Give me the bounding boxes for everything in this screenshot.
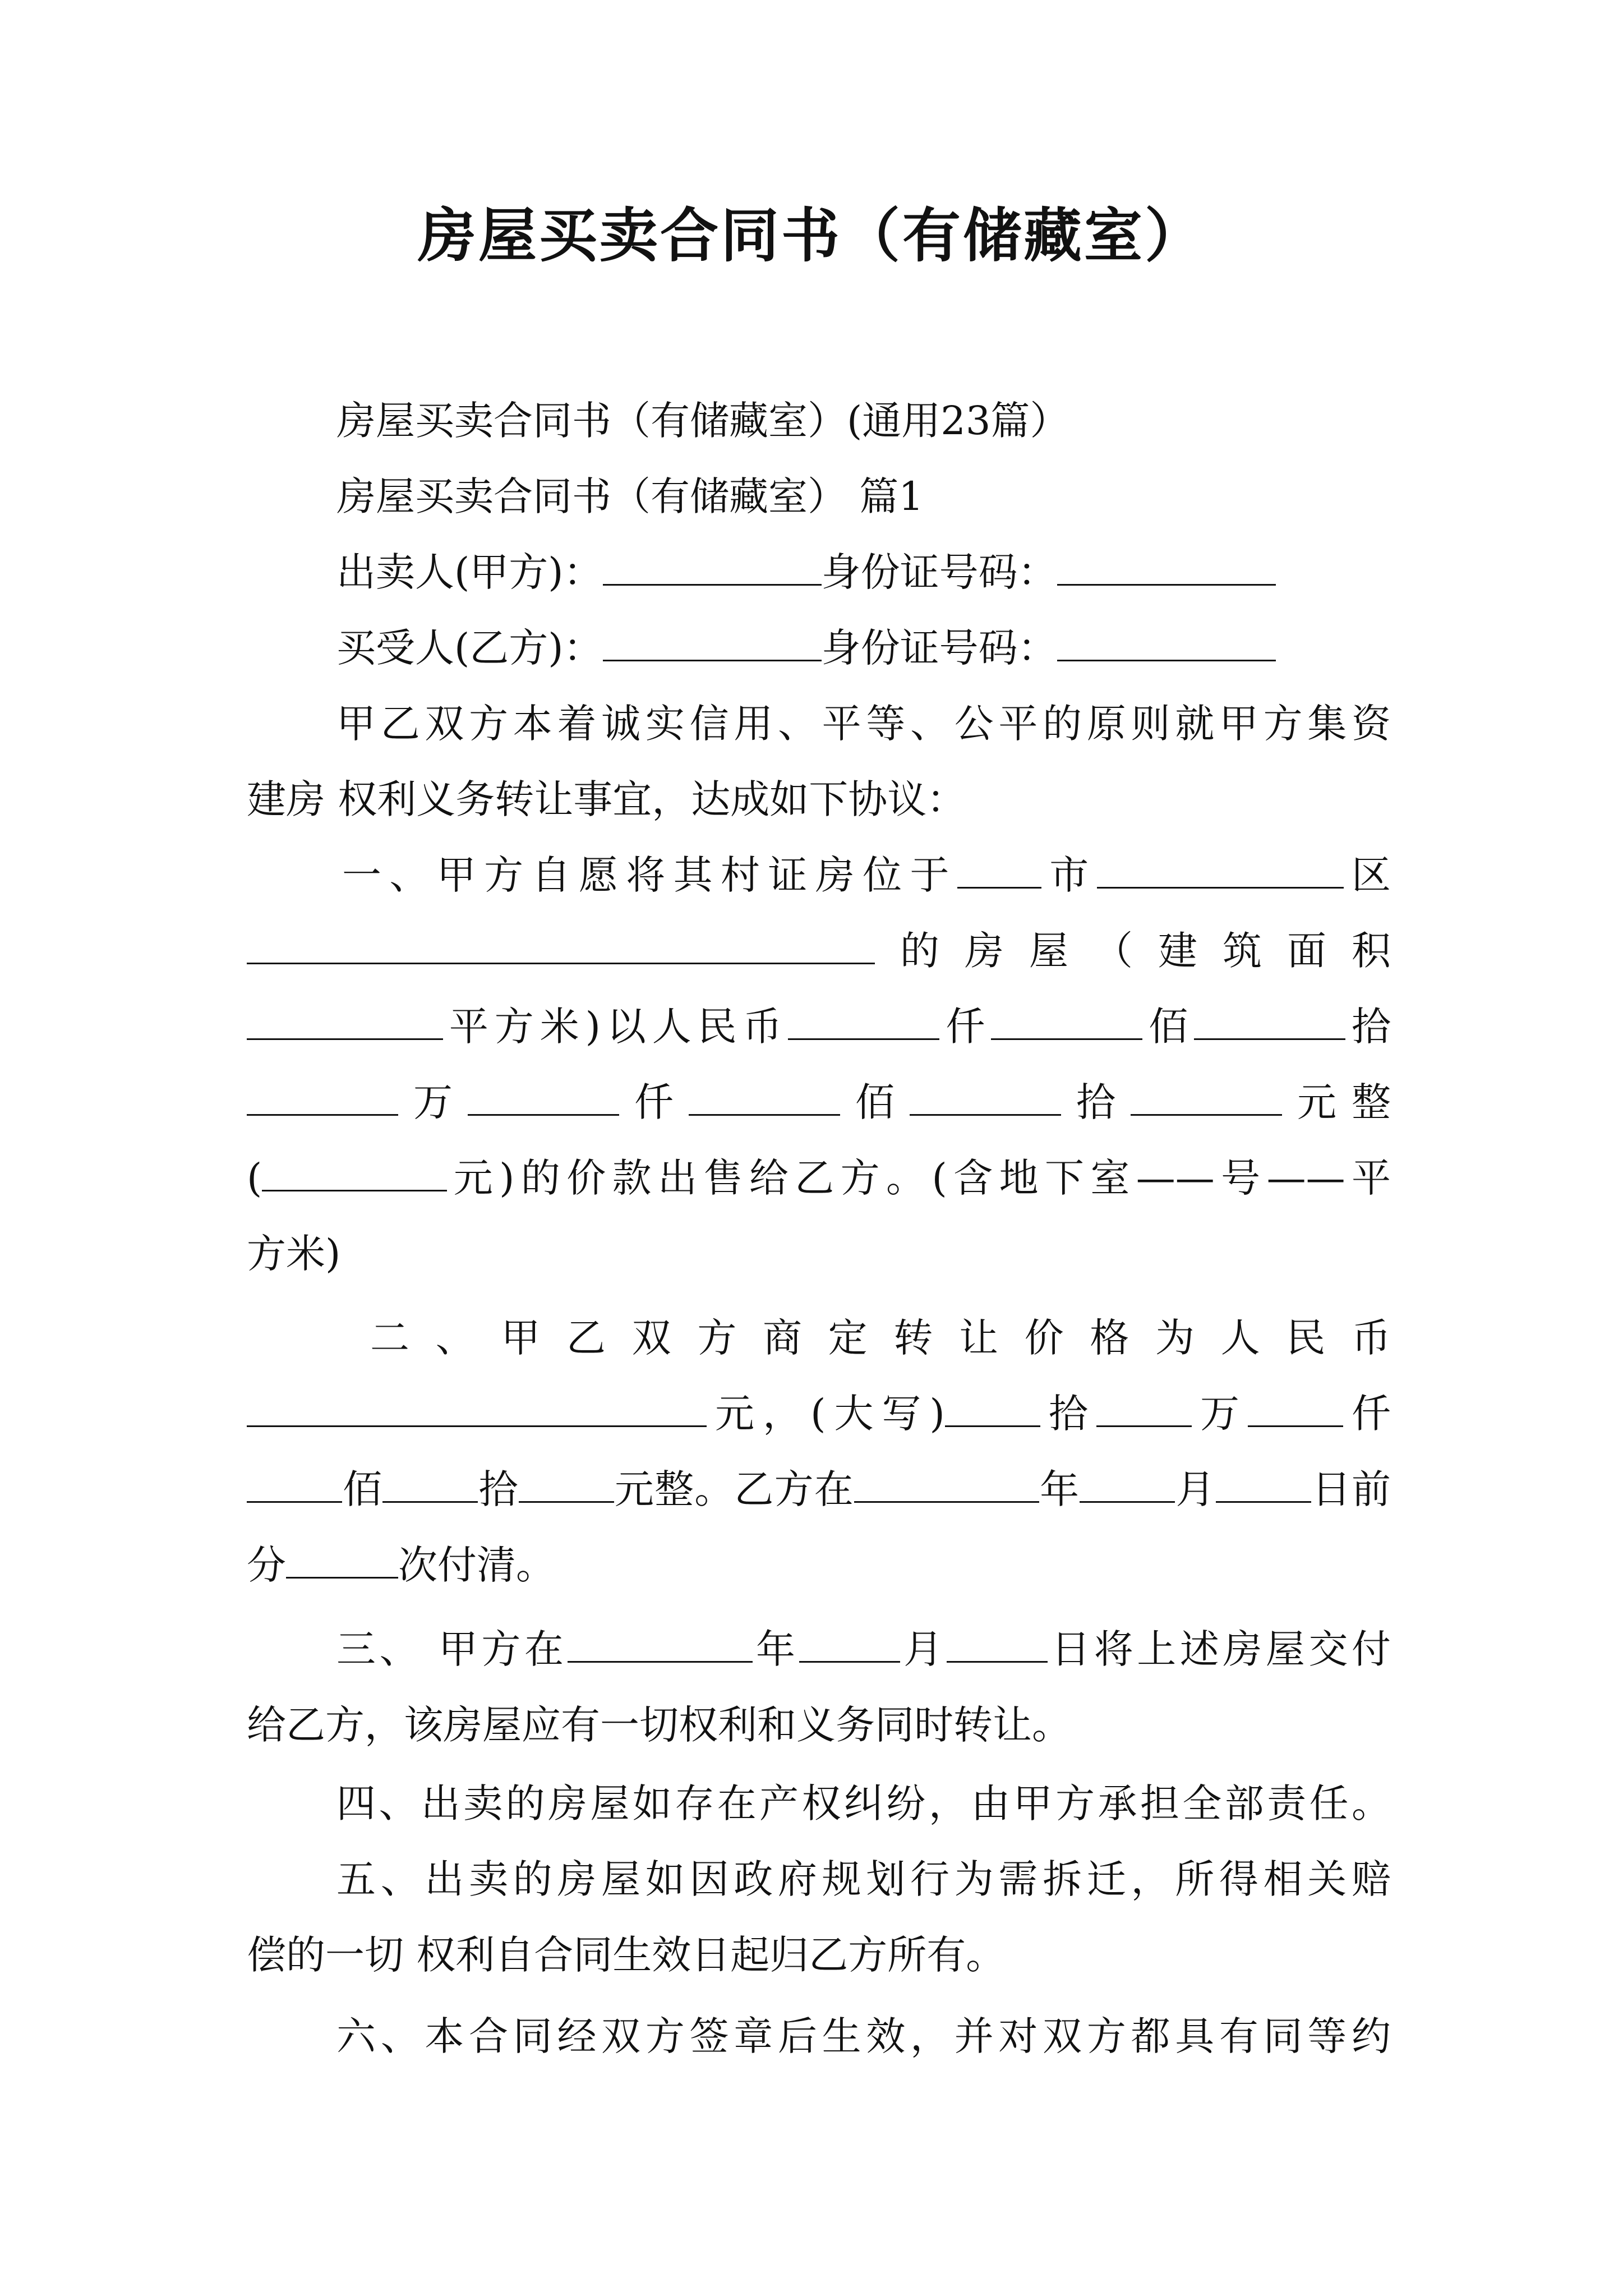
amount-blank xyxy=(468,1080,619,1116)
seller-id-blank xyxy=(1057,550,1276,586)
seller-id-label: 身份证号码： xyxy=(821,549,1057,595)
clause-5-line-1: 五、出卖的房屋如因政府规划行为需拆迁，所得相关赔 xyxy=(336,1856,1391,1902)
unit-bai: 佰 xyxy=(1142,1004,1195,1050)
delivery-text: 日将上述房屋交付 xyxy=(1047,1626,1391,1672)
document-title: 房屋买卖合同书（有储藏室） xyxy=(417,201,1205,270)
unit-qian: 仟 xyxy=(619,1079,689,1125)
unit-bai: 佰 xyxy=(342,1466,383,1512)
amount-blank xyxy=(689,1080,840,1116)
clause-2-number: 二、 xyxy=(370,1315,501,1361)
unit-qian: 仟 xyxy=(1343,1391,1391,1437)
amount-blank xyxy=(1248,1392,1343,1427)
day-label: 日前 xyxy=(1311,1466,1391,1512)
unit-shi: 拾 xyxy=(478,1466,519,1512)
unit-wan: 万 xyxy=(1191,1391,1248,1437)
buyer-id-label: 身份证号码： xyxy=(821,625,1057,671)
price-figure-blank xyxy=(247,1392,707,1427)
year-label: 年 xyxy=(752,1626,799,1672)
clause-1-line-4 xyxy=(247,1071,1391,1133)
amount-figure-blank xyxy=(262,1156,447,1191)
city-blank xyxy=(957,853,1041,889)
year-label: 年 xyxy=(1039,1466,1080,1512)
amount-blank xyxy=(519,1467,614,1503)
unit-shi: 拾 xyxy=(1345,1004,1391,1050)
clause-2-line-1 xyxy=(370,1307,1391,1369)
unit-shi: 拾 xyxy=(1061,1079,1131,1125)
district-blank xyxy=(1097,853,1344,889)
seller-blank xyxy=(603,550,822,586)
open-paren: ( xyxy=(247,1155,262,1201)
amount-blank xyxy=(247,1467,342,1503)
district-label: 区 xyxy=(1343,852,1391,898)
payment-text: 元整。乙方在 xyxy=(614,1466,854,1512)
day-blank xyxy=(947,1627,1048,1663)
clause-1-line-3 xyxy=(247,996,1391,1057)
year-blank xyxy=(854,1467,1039,1503)
preamble-line-2: 建房 权利义务转让事宜，达成如下协议： xyxy=(247,776,966,822)
address-blank xyxy=(247,929,875,964)
clause-5-line-2: 偿的一切 权利自合同生效日起归乙方所有。 xyxy=(247,1932,1006,1978)
month-label: 月 xyxy=(1175,1466,1216,1512)
installment-text: 次付清。 xyxy=(398,1542,555,1588)
clause-2-text: 甲乙双方商定转让价格为人民币 xyxy=(501,1315,1391,1361)
clause-1-line-5 xyxy=(247,1147,1391,1209)
clause-6-line-1: 六、本合同经双方签章后生效，并对双方都具有同等约 xyxy=(336,2013,1391,2059)
unit-shi: 拾 xyxy=(1040,1391,1096,1437)
day-blank xyxy=(1216,1467,1311,1503)
clause-3-line-2: 给乙方，该房屋应有一切权利和义务同时转让。 xyxy=(247,1702,1071,1748)
seller-label: 出卖人(甲方)： xyxy=(336,549,603,595)
buyer-id-blank xyxy=(1057,626,1276,661)
installment-label: 分 xyxy=(247,1542,286,1588)
clause-1-line-1 xyxy=(342,844,1391,906)
clause-1-line-6: 方米) xyxy=(247,1231,341,1277)
unit-qian: 仟 xyxy=(939,1004,992,1050)
article-heading: 房屋买卖合同书（有储藏室） 篇1 xyxy=(336,473,924,519)
amount-blank xyxy=(910,1080,1061,1116)
area-label: 的房屋（建筑面积 xyxy=(875,928,1391,974)
clause-3-text: 三、 甲方在 xyxy=(336,1626,568,1672)
year-blank xyxy=(568,1627,753,1663)
installment-blank xyxy=(286,1543,398,1579)
area-blank xyxy=(247,1005,443,1040)
clause-2-line-4 xyxy=(247,1534,1391,1596)
preamble-line-1: 甲乙双方本着诚实信用、平等、公平的原则就甲方集资 xyxy=(336,701,1391,747)
unit-wan: 万 xyxy=(398,1079,468,1125)
amount-blank xyxy=(1131,1080,1282,1116)
amount-blank xyxy=(1096,1392,1192,1427)
price-label: 平方米)以人民币 xyxy=(443,1004,789,1050)
clause-4: 四、出卖的房屋如存在产权纠纷，由甲方承担全部责任。 xyxy=(336,1780,1391,1826)
buyer-blank xyxy=(603,626,822,661)
buyer-label: 买受人(乙方)： xyxy=(336,625,603,671)
clause-2-line-3 xyxy=(247,1458,1391,1520)
collection-heading: 房屋买卖合同书（有储藏室）(通用23篇） xyxy=(336,398,1069,444)
seller-line xyxy=(336,541,1481,603)
sale-text: 元)的价款出售给乙方。(含地下室——号——平 xyxy=(447,1155,1391,1201)
amount-blank xyxy=(1194,1005,1345,1040)
clause-1-line-2 xyxy=(247,920,1391,982)
clause-1-text: 一、甲方自愿将其村证房位于 xyxy=(342,852,957,898)
unit-bai: 佰 xyxy=(840,1079,910,1125)
amount-blank xyxy=(945,1392,1040,1427)
buyer-line xyxy=(336,617,1481,679)
month-blank xyxy=(1080,1467,1175,1503)
clause-2-line-2 xyxy=(247,1383,1391,1444)
city-label: 市 xyxy=(1041,852,1097,898)
amount-blank xyxy=(247,1080,398,1116)
month-blank xyxy=(799,1627,900,1663)
month-label: 月 xyxy=(900,1626,947,1672)
unit-yuan-zheng: 元整 xyxy=(1282,1079,1391,1125)
amount-blank xyxy=(991,1005,1142,1040)
amount-blank xyxy=(382,1467,478,1503)
amount-blank xyxy=(788,1005,939,1040)
capital-label: 元，(大写) xyxy=(707,1391,945,1437)
clause-3-line-1 xyxy=(336,1618,1391,1680)
